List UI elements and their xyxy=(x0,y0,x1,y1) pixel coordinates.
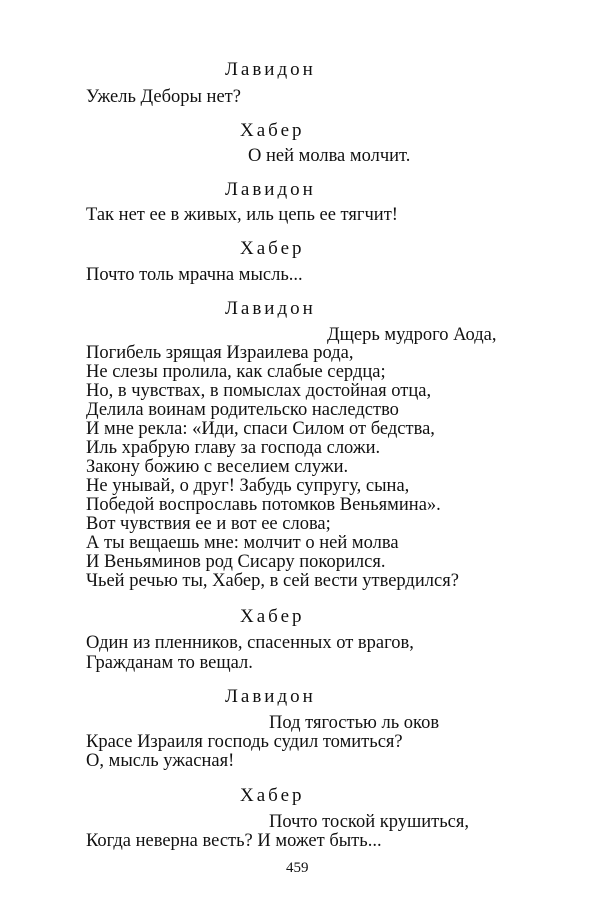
verse-line: Под тягостью ль оков xyxy=(269,713,440,733)
speaker-name: Хабер xyxy=(240,606,305,627)
verse-line: Чьей речью ты, Хабер, в сей вести утвердился? xyxy=(86,571,459,591)
verse-line: О, мысль ужасная! xyxy=(86,751,235,771)
verse-line: И мне рекла: «Иди, спаси Силом от бедства, xyxy=(86,419,435,439)
verse-line: Погибель зрящая Израилева рода, xyxy=(86,343,354,363)
verse-line: А ты вещаешь мне: молчит о ней молва xyxy=(86,533,399,553)
verse-line: Победой воспрославь потомков Веньямина». xyxy=(86,495,441,515)
speaker-name: Лавидон xyxy=(225,179,316,200)
speaker-name: Хабер xyxy=(240,120,305,141)
verse-line: Но, в чувствах, в помыслах достойная отца, xyxy=(86,381,432,401)
verse-line: Когда неверна весть? И может быть... xyxy=(86,831,382,851)
page-number: 459 xyxy=(286,860,309,876)
verse-line: Закону божию с веселием служи. xyxy=(86,457,349,477)
verse-line: Почто тоской крушиться, xyxy=(269,812,469,832)
verse-line: Почто толь мрачна мысль... xyxy=(86,265,303,285)
verse-line: Гражданам то вещал. xyxy=(86,653,253,673)
verse-line: Иль храбрую главу за господа сложи. xyxy=(86,438,381,458)
speaker-name: Лавидон xyxy=(225,59,316,80)
verse-line: Один из пленников, спасенных от врагов, xyxy=(86,633,414,653)
verse-line: О ней молва молчит. xyxy=(248,146,411,166)
verse-line: Дщерь мудрого Аода, xyxy=(327,325,497,345)
speaker-name: Лавидон xyxy=(225,298,316,319)
verse-line: Не слезы пролила, как слабые сердца; xyxy=(86,362,386,382)
verse-line: И Веньяминов род Сисару покорился. xyxy=(86,552,386,572)
verse-line: Делила воинам родительско наследство xyxy=(86,400,399,420)
verse-line: Вот чувствия ее и вот ее слова; xyxy=(86,514,331,534)
verse-line: Так нет ее в живых, иль цепь ее тягчит! xyxy=(86,205,398,225)
speaker-name: Хабер xyxy=(240,785,305,806)
verse-line: Ужель Деборы нет? xyxy=(86,87,241,107)
verse-line: Не унывай, о друг! Забудь супругу, сына, xyxy=(86,476,410,496)
verse-line: Красе Израиля господь судил томиться? xyxy=(86,732,403,752)
speaker-name: Хабер xyxy=(240,238,305,259)
speaker-name: Лавидон xyxy=(225,686,316,707)
